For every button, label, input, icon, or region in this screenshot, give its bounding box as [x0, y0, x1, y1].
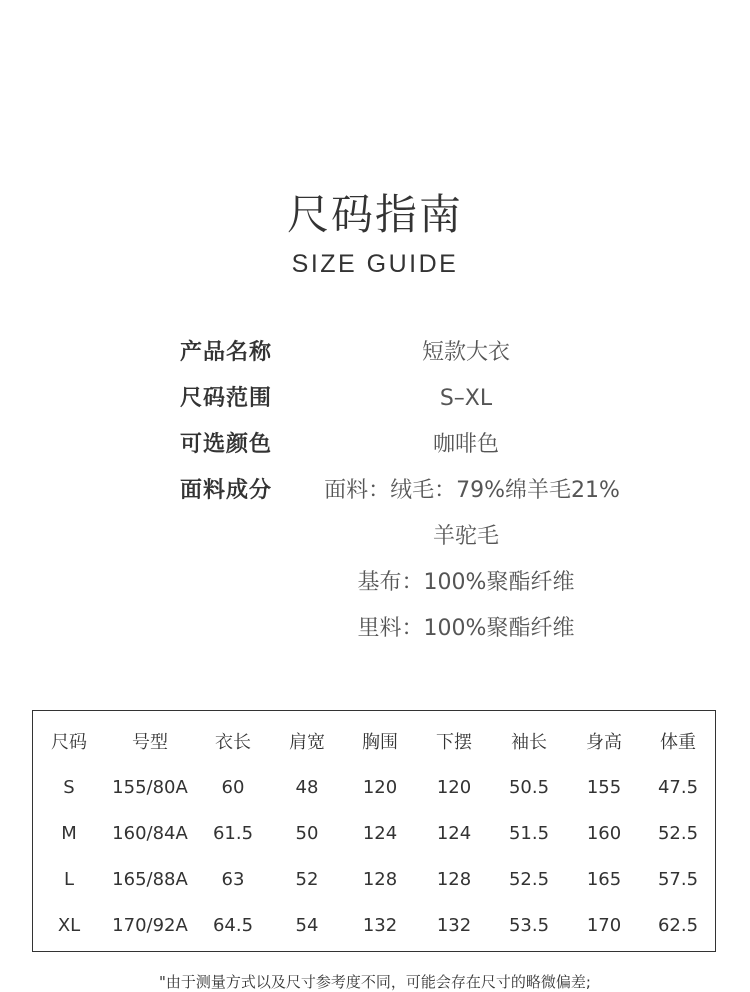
- table-row: [33, 764, 715, 810]
- table-row: [33, 810, 715, 856]
- table-cell: 52: [295, 868, 319, 890]
- table-cell: 50.5: [508, 776, 550, 798]
- table-cell: 160: [586, 822, 622, 844]
- table-cell: 54: [295, 914, 319, 936]
- table-cell: 120: [362, 776, 398, 798]
- table-cell: 124: [436, 822, 472, 844]
- table-cell: L: [63, 868, 75, 890]
- table-cell: 155/80A: [112, 776, 188, 798]
- table-cell: 60: [221, 776, 245, 798]
- table-cell: S: [63, 776, 75, 798]
- table-cell: XL: [57, 914, 81, 936]
- table-cell: 61.5: [212, 822, 254, 844]
- table-cell: 170: [586, 914, 622, 936]
- table-row: [33, 856, 715, 902]
- column-header: 袖长: [511, 732, 547, 753]
- material-line: 里料：100%聚酯纤维: [357, 616, 575, 641]
- size-range-value: S–XL: [439, 386, 493, 411]
- table-cell: 62.5: [657, 914, 699, 936]
- column-header: 号型: [132, 732, 168, 753]
- table-cell: 128: [436, 868, 472, 890]
- table-cell: 51.5: [508, 822, 550, 844]
- table-cell: 155: [586, 776, 622, 798]
- table-cell: 128: [362, 868, 398, 890]
- table-cell: 165/88A: [112, 868, 188, 890]
- footnote: "由于测量方式以及尺寸参考度不同，可能会存在尺寸的略微偏差;: [159, 973, 591, 991]
- column-header: 肩宽: [289, 732, 325, 753]
- page-title-cn: 尺码指南: [286, 190, 463, 239]
- column-header: 胸围: [362, 732, 398, 753]
- table-cell: 63: [221, 868, 245, 890]
- column-header: 身高: [586, 732, 622, 753]
- size-table-container: [32, 710, 716, 952]
- material-line: 面料：绒毛：79%绵羊毛21%: [324, 478, 620, 503]
- table-cell: 132: [436, 914, 472, 936]
- material-line: 基布：100%聚酯纤维: [357, 570, 575, 595]
- table-cell: 48: [295, 776, 319, 798]
- table-cell: 132: [362, 914, 398, 936]
- table-cell: 50: [295, 822, 319, 844]
- table-cell: 124: [362, 822, 398, 844]
- size-table: [33, 718, 715, 948]
- material-label: 面料成分: [180, 478, 273, 503]
- column-header: 尺码: [51, 732, 87, 753]
- column-header: 体重: [660, 732, 696, 753]
- table-cell: M: [61, 822, 77, 844]
- product-name-label: 产品名称: [180, 340, 273, 365]
- table-row: [33, 902, 715, 948]
- product-name-value: 短款大衣: [421, 340, 510, 365]
- table-cell: 47.5: [657, 776, 699, 798]
- color-value: 咖啡色: [432, 432, 499, 457]
- table-cell: 120: [436, 776, 472, 798]
- table-cell: 64.5: [212, 914, 254, 936]
- table-cell: 52.5: [508, 868, 550, 890]
- table-cell: 57.5: [657, 868, 699, 890]
- page-title-en: SIZE GUIDE: [291, 250, 459, 278]
- table-cell: 52.5: [657, 822, 699, 844]
- table-cell: 53.5: [508, 914, 550, 936]
- table-cell: 165: [586, 868, 622, 890]
- table-cell: 170/92A: [112, 914, 188, 936]
- color-label: 可选颜色: [180, 432, 273, 457]
- info-row-size-range: [0, 383, 750, 415]
- column-header: 下摆: [436, 732, 472, 753]
- info-row-name: [0, 337, 750, 369]
- table-header-row: [33, 718, 715, 764]
- size-range-label: 尺码范围: [180, 386, 273, 411]
- material-line: 羊驼毛: [432, 524, 499, 549]
- table-cell: 160/84A: [112, 822, 188, 844]
- column-header: 衣长: [215, 732, 251, 753]
- info-row-color: [0, 429, 750, 461]
